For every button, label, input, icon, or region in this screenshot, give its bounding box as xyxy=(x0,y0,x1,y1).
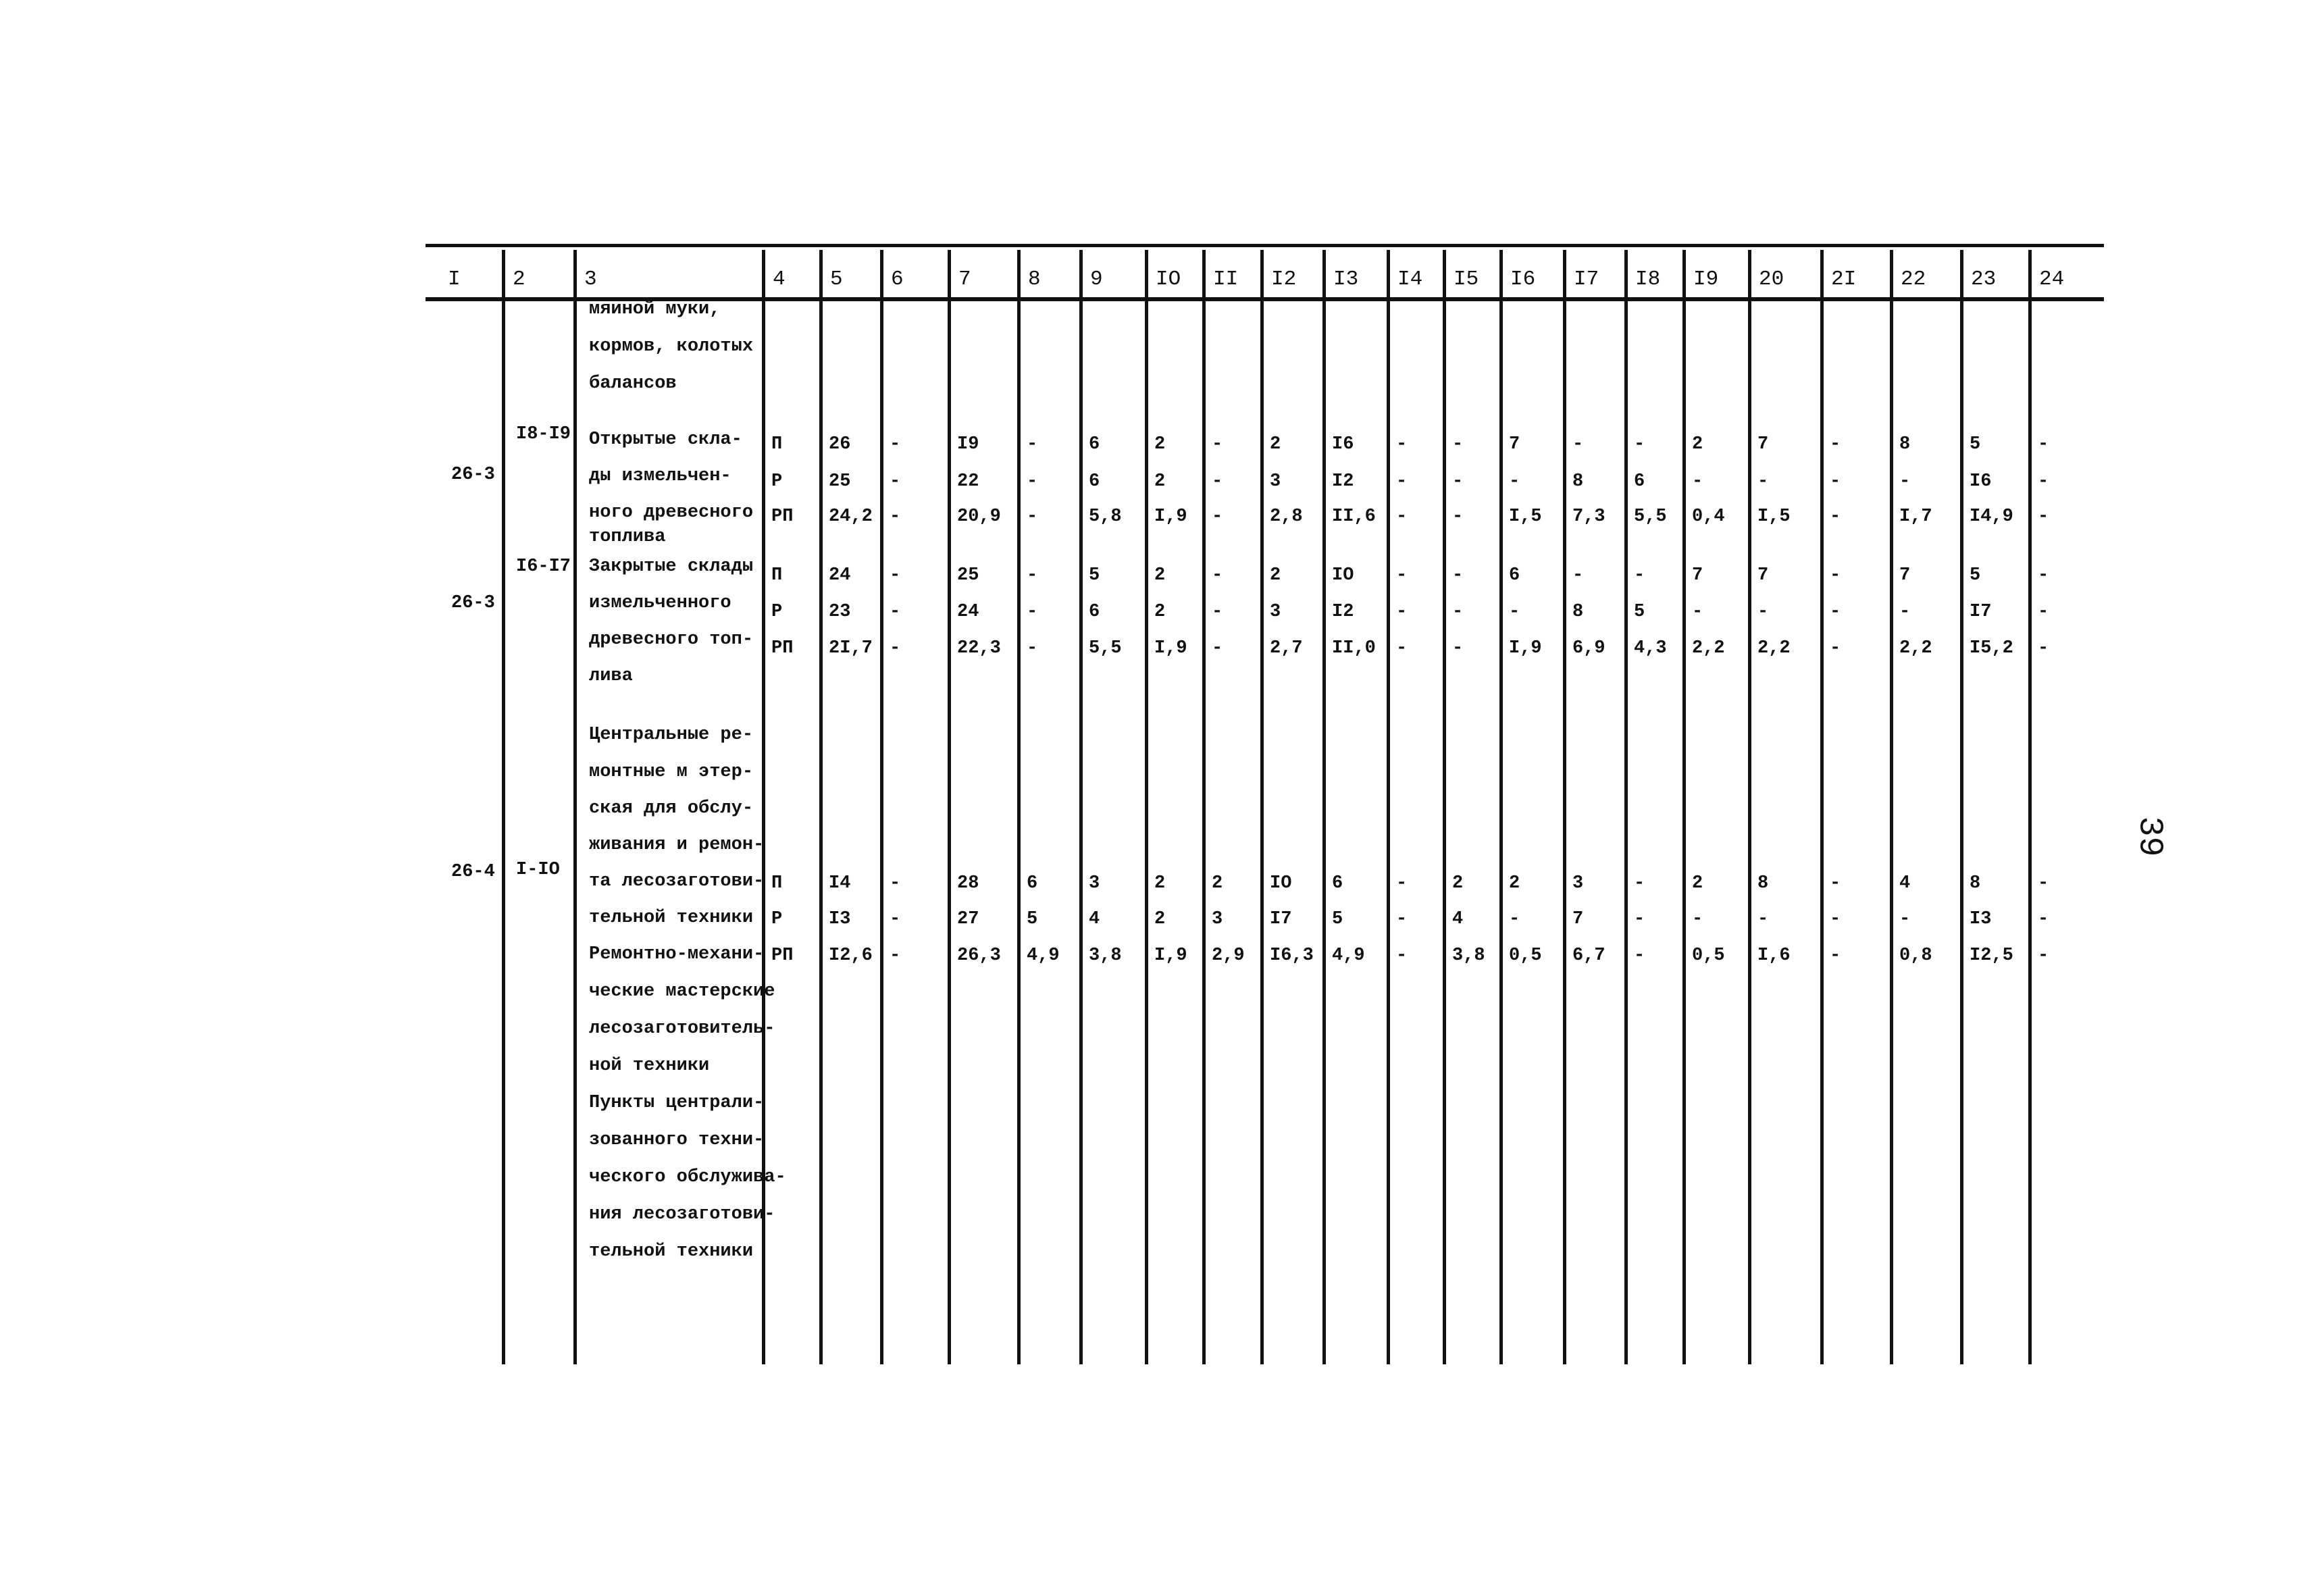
item-code: 26-4 xyxy=(451,862,495,882)
column-header: I6 xyxy=(1510,267,1536,291)
table-cell: 26 xyxy=(829,434,851,455)
table-cell: 3 xyxy=(1270,471,1281,492)
table-cell: - xyxy=(1027,565,1038,586)
table-cell: - xyxy=(1396,909,1408,929)
table-cell: - xyxy=(1692,471,1703,492)
column-rule xyxy=(1387,250,1390,1364)
table-cell: I,6 xyxy=(1757,946,1791,966)
table-cell: 4 xyxy=(1089,909,1100,929)
table-cell: - xyxy=(1634,565,1645,586)
table-cell: - xyxy=(1396,565,1408,586)
table-cell: - xyxy=(1572,565,1584,586)
table-cell: - xyxy=(1899,602,1911,622)
table-cell: 3 xyxy=(1572,873,1584,894)
table-cell: Р xyxy=(771,471,783,492)
table-cell: - xyxy=(890,602,901,622)
table-cell: 4 xyxy=(1452,909,1464,929)
table-cell: 6 xyxy=(1634,471,1645,492)
table-cell: - xyxy=(1212,602,1223,622)
column-header: 22 xyxy=(1901,267,1926,291)
table-cell: I2,6 xyxy=(829,946,873,966)
table-cell: 2 xyxy=(1154,471,1166,492)
table-cell: - xyxy=(1757,471,1769,492)
table-cell: - xyxy=(1396,638,1408,659)
table-cell: 6,7 xyxy=(1572,946,1605,966)
table-cell: 2 xyxy=(1212,873,1223,894)
table-cell: 3 xyxy=(1270,602,1281,622)
description-line: та лесозаготови- xyxy=(589,871,765,892)
table-cell: - xyxy=(1830,434,1841,455)
table-cell: 5 xyxy=(1634,602,1645,622)
description-line: Открытые скла- xyxy=(589,430,742,450)
table-cell: I5,2 xyxy=(1970,638,2013,659)
table-cell: 23 xyxy=(829,602,851,622)
column-header: I7 xyxy=(1574,267,1599,291)
table-cell: 0,4 xyxy=(1692,507,1725,527)
description-line: Закрытые склады xyxy=(589,557,754,577)
table-cell: - xyxy=(1212,565,1223,586)
column-header: I9 xyxy=(1693,267,1719,291)
table-cell: I3 xyxy=(829,909,851,929)
column-header: 23 xyxy=(1971,267,1997,291)
table-cell: РП xyxy=(771,946,794,966)
table-cell: - xyxy=(1509,909,1520,929)
description-line: древесного топ- xyxy=(589,629,754,650)
table-cell: 5,5 xyxy=(1089,638,1122,659)
table-cell: - xyxy=(1757,909,1769,929)
column-header: 8 xyxy=(1028,267,1041,291)
table-cell: I2 xyxy=(1332,602,1354,622)
column-header: I8 xyxy=(1635,267,1661,291)
table-cell: I4 xyxy=(829,873,851,894)
column-rule xyxy=(1499,250,1503,1364)
table-cell: - xyxy=(2038,565,2049,586)
column-rule xyxy=(1563,250,1566,1364)
column-rule xyxy=(2028,250,2032,1364)
description-line: лесозаготовитель- xyxy=(589,1019,775,1039)
table-cell: 2 xyxy=(1154,434,1166,455)
column-rule xyxy=(1079,250,1083,1364)
column-rule xyxy=(502,250,505,1364)
table-cell: 2,2 xyxy=(1692,638,1725,659)
table-cell: I9 xyxy=(957,434,979,455)
table-cell: 3 xyxy=(1089,873,1100,894)
table-cell: - xyxy=(890,873,901,894)
table-cell: - xyxy=(890,909,901,929)
column-header: 24 xyxy=(2039,267,2065,291)
description-line: лива xyxy=(589,666,633,686)
column-header: I4 xyxy=(1397,267,1423,291)
description-line: живания и ремон- xyxy=(589,835,765,855)
table-cell: 6 xyxy=(1027,873,1038,894)
table-cell: - xyxy=(890,638,901,659)
table-cell: 7 xyxy=(1899,565,1911,586)
table-cell: П xyxy=(771,434,783,455)
description-line: ская для обслу- xyxy=(589,798,754,819)
column-rule xyxy=(1145,250,1148,1364)
item-range: I8-I9 xyxy=(516,424,571,444)
table-cell: 7 xyxy=(1572,909,1584,929)
column-header: I5 xyxy=(1454,267,1479,291)
item-code: 26-3 xyxy=(451,465,495,485)
table-cell: РП xyxy=(771,507,794,527)
table-cell: I,9 xyxy=(1154,507,1187,527)
table-cell: 2,8 xyxy=(1270,507,1303,527)
column-rule xyxy=(1443,250,1446,1364)
table-cell: 2 xyxy=(1692,873,1703,894)
description-line: ческого обслужива- xyxy=(589,1167,786,1187)
column-rule xyxy=(573,250,577,1364)
column-header: 20 xyxy=(1759,267,1784,291)
table-cell: 0,8 xyxy=(1899,946,1932,966)
table-cell: 6 xyxy=(1089,602,1100,622)
table-cell: - xyxy=(1452,638,1464,659)
table-cell: 5,5 xyxy=(1634,507,1667,527)
table-cell: I3 xyxy=(1970,909,1992,929)
table-cell: - xyxy=(2038,434,2049,455)
table-cell: 4 xyxy=(1899,873,1911,894)
table-cell: 25 xyxy=(957,565,979,586)
table-cell: - xyxy=(1396,873,1408,894)
table-cell: 5 xyxy=(1332,909,1343,929)
table-cell: - xyxy=(1634,909,1645,929)
table-cell: - xyxy=(1212,471,1223,492)
table-cell: I,5 xyxy=(1757,507,1791,527)
table-cell: - xyxy=(1509,471,1520,492)
column-rule xyxy=(1820,250,1824,1364)
description-line: Ремонтно-механи- xyxy=(589,944,765,964)
table-cell: - xyxy=(1572,434,1584,455)
table-cell: 8 xyxy=(1572,471,1584,492)
description-line: тельной техники xyxy=(589,908,754,928)
table-cell: - xyxy=(1692,909,1703,929)
table-cell: - xyxy=(2038,638,2049,659)
table-cell: - xyxy=(2038,946,2049,966)
table-cell: 7 xyxy=(1509,434,1520,455)
table-cell: - xyxy=(1634,873,1645,894)
table-cell: - xyxy=(2038,909,2049,929)
table-cell: I,7 xyxy=(1899,507,1932,527)
table-cell: 7 xyxy=(1692,565,1703,586)
column-header: II xyxy=(1213,267,1239,291)
table-cell: 6,9 xyxy=(1572,638,1605,659)
table-cell: 2 xyxy=(1452,873,1464,894)
description-line: ды измельчен- xyxy=(589,466,731,486)
description-line: кормов, колотых xyxy=(589,336,754,357)
description-line: зованного техни- xyxy=(589,1130,765,1150)
table-cell: П xyxy=(771,873,783,894)
table-cell: - xyxy=(1830,873,1841,894)
description-line: мяиной муки, xyxy=(589,299,721,319)
column-rule xyxy=(880,250,883,1364)
table-cell: 24,2 xyxy=(829,507,873,527)
table-cell: 8 xyxy=(1899,434,1911,455)
table-cell: 2 xyxy=(1270,565,1281,586)
table-cell: - xyxy=(2038,471,2049,492)
column-rule xyxy=(762,250,765,1364)
table-cell: 27 xyxy=(957,909,979,929)
column-rule xyxy=(1682,250,1686,1364)
description-line: ческие мастерские xyxy=(589,981,775,1002)
table-cell: 0,5 xyxy=(1692,946,1725,966)
table-cell: - xyxy=(1396,471,1408,492)
table-cell: РП xyxy=(771,638,794,659)
table-cell: 2I,7 xyxy=(829,638,873,659)
table-cell: 3 xyxy=(1212,909,1223,929)
table-cell: - xyxy=(2038,507,2049,527)
table-cell: 3,8 xyxy=(1452,946,1485,966)
description-line: тельной техники xyxy=(589,1241,754,1262)
table-cell: 5,8 xyxy=(1089,507,1122,527)
table-cell: 2,9 xyxy=(1212,946,1245,966)
table-cell: I2 xyxy=(1332,471,1354,492)
table-cell: I2,5 xyxy=(1970,946,2013,966)
table-cell: 2 xyxy=(1509,873,1520,894)
table-cell: I,9 xyxy=(1509,638,1542,659)
table-cell: - xyxy=(890,471,901,492)
table-cell: - xyxy=(2038,602,2049,622)
column-header: 6 xyxy=(891,267,904,291)
table-cell: - xyxy=(1830,602,1841,622)
table-cell: 26,3 xyxy=(957,946,1001,966)
table-cell: 0,5 xyxy=(1509,946,1542,966)
table-cell: 7 xyxy=(1757,434,1769,455)
table-cell: 4,3 xyxy=(1634,638,1667,659)
description-line: балансов xyxy=(589,374,677,394)
table-cell: 2,2 xyxy=(1899,638,1932,659)
item-range: I6-I7 xyxy=(516,557,571,577)
table-cell: 4,9 xyxy=(1027,946,1060,966)
table-cell: - xyxy=(1452,471,1464,492)
table-cell: - xyxy=(1452,602,1464,622)
column-header: 2I xyxy=(1831,267,1857,291)
table-cell: - xyxy=(1396,946,1408,966)
table-cell: - xyxy=(1212,507,1223,527)
table-cell: - xyxy=(1830,638,1841,659)
table-cell: - xyxy=(1452,434,1464,455)
column-header: I3 xyxy=(1333,267,1359,291)
table-cell: 24 xyxy=(829,565,851,586)
table-cell: I4,9 xyxy=(1970,507,2013,527)
table-cell: 2 xyxy=(1154,565,1166,586)
table-cell: I7 xyxy=(1270,909,1292,929)
column-header: 7 xyxy=(958,267,971,291)
table-cell: 4,9 xyxy=(1332,946,1365,966)
table-cell: II,0 xyxy=(1332,638,1376,659)
column-rule xyxy=(1260,250,1264,1364)
column-rule xyxy=(1202,250,1206,1364)
table-cell: 5 xyxy=(1027,909,1038,929)
table-cell: - xyxy=(1452,507,1464,527)
column-header: 4 xyxy=(773,267,786,291)
table-cell: - xyxy=(1634,434,1645,455)
table-cell: Р xyxy=(771,909,783,929)
description-line: ного древесного xyxy=(589,503,754,523)
table-cell: 2 xyxy=(1154,602,1166,622)
table-cell: IO xyxy=(1270,873,1292,894)
table-cell: I,9 xyxy=(1154,638,1187,659)
column-rule xyxy=(1960,250,1963,1364)
description-line: Пункты централи- xyxy=(589,1093,765,1113)
table-cell: - xyxy=(1452,565,1464,586)
table-cell: - xyxy=(1509,602,1520,622)
table-cell: - xyxy=(890,434,901,455)
table-cell: - xyxy=(1212,434,1223,455)
table-cell: I,5 xyxy=(1509,507,1542,527)
table-cell: 6 xyxy=(1089,471,1100,492)
table-cell: - xyxy=(1757,602,1769,622)
table-cell: 2,7 xyxy=(1270,638,1303,659)
table-cell: - xyxy=(1692,602,1703,622)
table-cell: - xyxy=(1634,946,1645,966)
description-line: монтные м этер- xyxy=(589,762,754,782)
table-cell: - xyxy=(1027,602,1038,622)
column-rule xyxy=(948,250,951,1364)
description-line: Центральные ре- xyxy=(589,725,754,745)
table-cell: - xyxy=(1396,434,1408,455)
table-cell: 22,3 xyxy=(957,638,1001,659)
page-number: 39 xyxy=(2130,816,2169,857)
table-cell: 5 xyxy=(1089,565,1100,586)
table-cell: - xyxy=(1899,471,1911,492)
table-cell: 6 xyxy=(1089,434,1100,455)
table-cell: II,6 xyxy=(1332,507,1376,527)
table-cell: I6,3 xyxy=(1270,946,1314,966)
table-cell: - xyxy=(890,507,901,527)
column-header: 9 xyxy=(1090,267,1103,291)
table-cell: 25 xyxy=(829,471,851,492)
table-cell: - xyxy=(1396,507,1408,527)
table-cell: 5 xyxy=(1970,565,1981,586)
table-cell: 24 xyxy=(957,602,979,622)
table-cell: 8 xyxy=(1572,602,1584,622)
column-header: 2 xyxy=(513,267,525,291)
table-cell: - xyxy=(1027,507,1038,527)
item-code: 26-3 xyxy=(451,593,495,613)
description-line: топлива xyxy=(589,527,666,547)
table-cell: 20,9 xyxy=(957,507,1001,527)
table-cell: 8 xyxy=(1757,873,1769,894)
table-cell: 6 xyxy=(1509,565,1520,586)
column-header: IO xyxy=(1156,267,1181,291)
table-cell: - xyxy=(1396,602,1408,622)
column-rule xyxy=(1890,250,1893,1364)
table-cell: 7,3 xyxy=(1572,507,1605,527)
table-cell: - xyxy=(1027,434,1038,455)
column-rule xyxy=(1017,250,1021,1364)
table-cell: 3,8 xyxy=(1089,946,1122,966)
table-cell: - xyxy=(1830,909,1841,929)
description-line: ния лесозаготови- xyxy=(589,1204,775,1225)
table-cell: 2,2 xyxy=(1757,638,1791,659)
table-cell: I6 xyxy=(1332,434,1354,455)
table-cell: - xyxy=(1830,507,1841,527)
column-rule xyxy=(1322,250,1326,1364)
table-cell: - xyxy=(1830,471,1841,492)
table-cell: - xyxy=(1899,909,1911,929)
description-line: измельченного xyxy=(589,593,731,613)
table-cell: - xyxy=(1830,565,1841,586)
table-cell: IO xyxy=(1332,565,1354,586)
column-rule xyxy=(1748,250,1751,1364)
table-cell: П xyxy=(771,565,783,586)
table-cell: - xyxy=(1027,638,1038,659)
table-cell: 7 xyxy=(1757,565,1769,586)
table-cell: 22 xyxy=(957,471,979,492)
table-cell: Р xyxy=(771,602,783,622)
table-cell: I7 xyxy=(1970,602,1992,622)
column-rule xyxy=(819,250,823,1364)
table-cell: 5 xyxy=(1970,434,1981,455)
column-header: 5 xyxy=(830,267,843,291)
table-cell: 2 xyxy=(1270,434,1281,455)
table-cell: - xyxy=(1830,946,1841,966)
column-header: I xyxy=(448,267,461,291)
description-line: ной техники xyxy=(589,1056,710,1076)
table-cell: I,9 xyxy=(1154,946,1187,966)
table-cell: 2 xyxy=(1154,873,1166,894)
column-rule xyxy=(1624,250,1628,1364)
table-cell: 2 xyxy=(1692,434,1703,455)
item-range: I-IO xyxy=(516,860,560,880)
table-cell: 28 xyxy=(957,873,979,894)
table-cell: - xyxy=(1212,638,1223,659)
table-cell: - xyxy=(890,946,901,966)
header-top-rule xyxy=(426,244,2104,247)
table-cell: 2 xyxy=(1154,909,1166,929)
table-cell: - xyxy=(2038,873,2049,894)
table-cell: - xyxy=(1027,471,1038,492)
table-cell: 6 xyxy=(1332,873,1343,894)
table-cell: 8 xyxy=(1970,873,1981,894)
table-cell: I6 xyxy=(1970,471,1992,492)
table-cell: - xyxy=(890,565,901,586)
column-header: 3 xyxy=(584,267,597,291)
column-header: I2 xyxy=(1271,267,1297,291)
